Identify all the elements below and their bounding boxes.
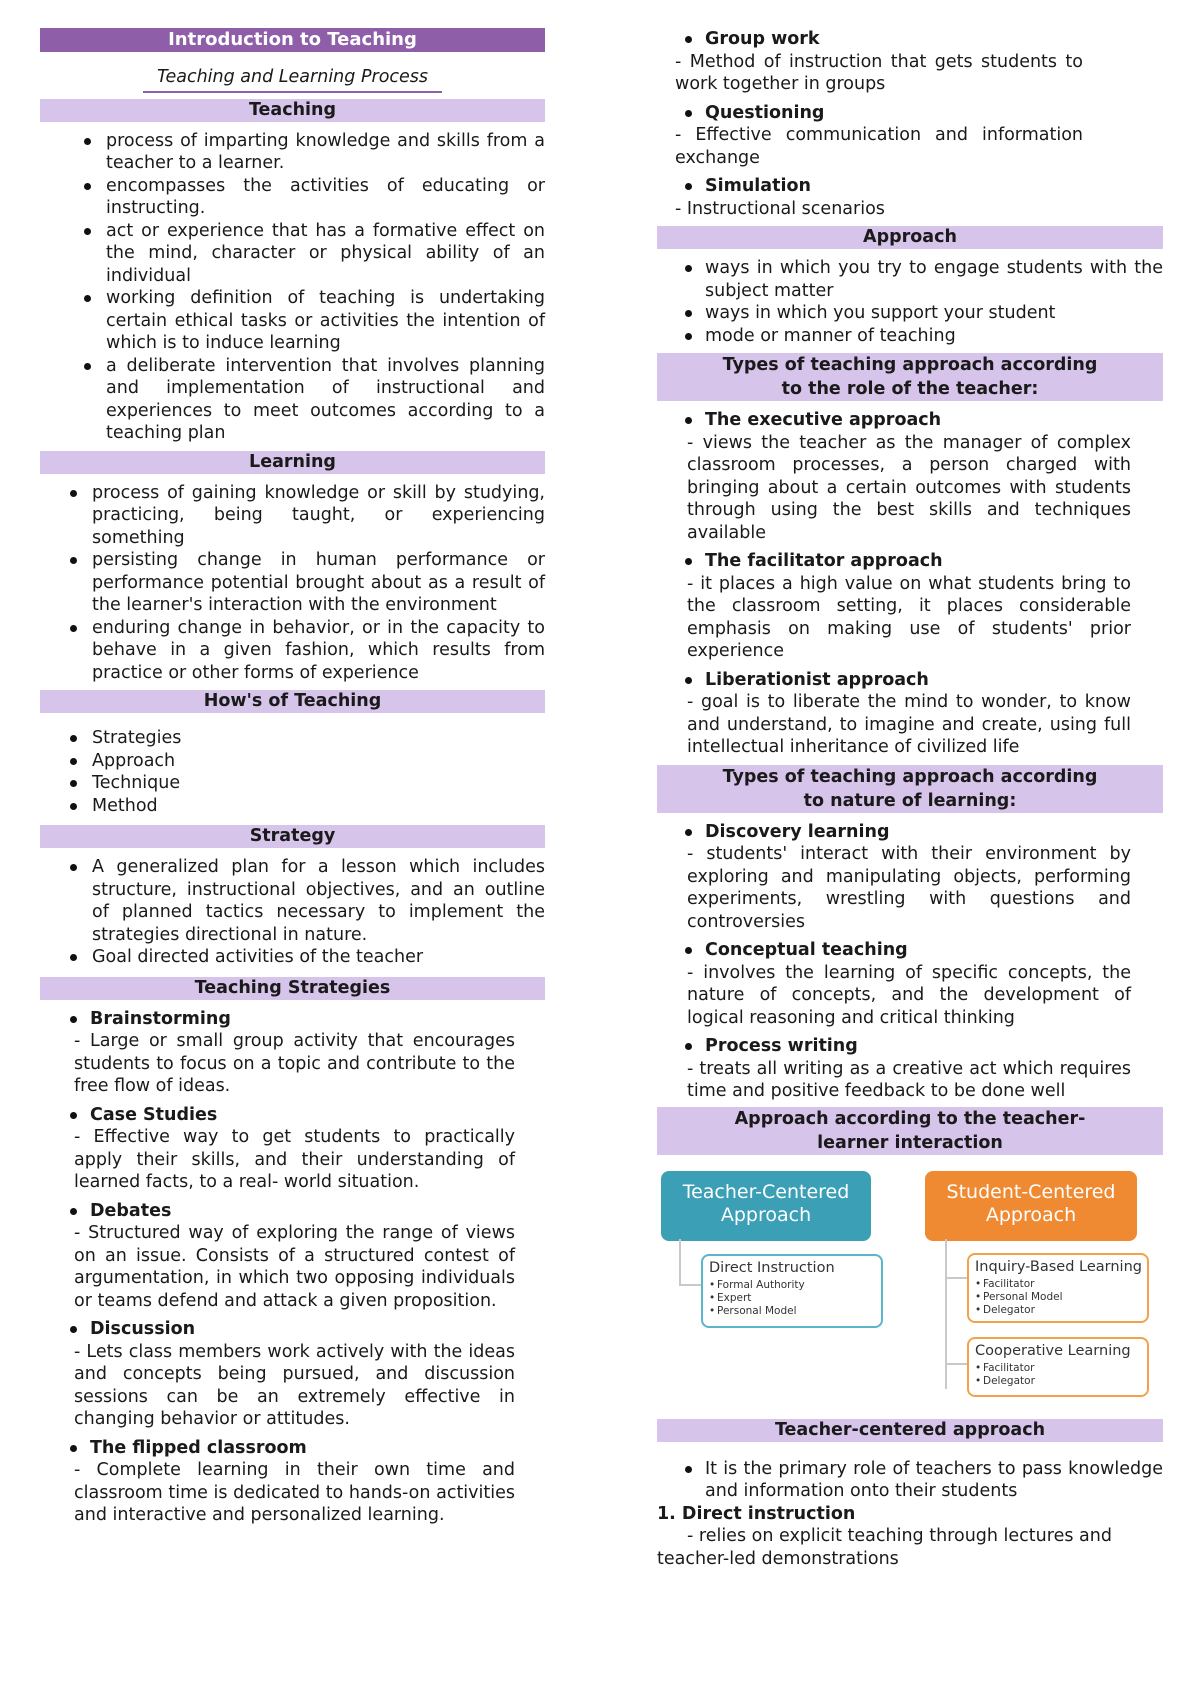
connector-line — [945, 1239, 947, 1389]
list-item: mode or manner of teaching — [657, 325, 1163, 348]
list-item: • Formal Authority — [709, 1279, 881, 1292]
hows-list — [40, 727, 545, 817]
list-item: • Personal Model — [975, 1291, 1147, 1304]
list-item: • Facilitator — [975, 1362, 1147, 1375]
list-item: • Delegator — [975, 1304, 1147, 1317]
strategy-desc: - Method of instruction that gets students to work together in groups — [675, 51, 1083, 94]
strategy-desc: - Effective way to get students to practically apply their skills, and their understanding of learned facts, to a real- world situation. — [74, 1127, 515, 1192]
list-item: process of gaining knowledge or skill by studying, practicing, being taught, or experiencing something — [40, 482, 545, 550]
approach-desc: - it places a high value on what students bring to the classroom setting, it places considerable emphasis on making use of students' prior experience — [687, 573, 1131, 661]
subtitle-text: Teaching and Learning Process — [143, 66, 442, 93]
list-item: Approach — [40, 750, 545, 773]
teacher-centered-list — [657, 1458, 1163, 1503]
strategy-name: The flipped classroom — [40, 1437, 545, 1460]
approach-list — [657, 257, 1163, 347]
strategy-desc: - Lets class members work actively with the ideas and concepts being pursued, and discussion sessions can be an extremely effective in changing behavior or attitudes. — [74, 1341, 515, 1429]
approach-desc: - students' interact with their environment by exploring and manipulating objects, performing experiments, wrestling with questions and controversies — [687, 844, 1131, 932]
section-heading-role: Types of teaching approach according to the role of the teacher: — [657, 353, 1163, 401]
strategy-name: Questioning — [657, 102, 1163, 125]
strategy-desc: - Large or small group activity that encourages students to focus on a topic and contribute to the free flow of ideas. — [74, 1031, 515, 1096]
list-item: A generalized plan for a lesson which includes structure, instructional objectives, and an outline of planned tactics necessary to implement the strategies directional in nature. — [40, 856, 545, 946]
section-heading-interaction: Approach according to the teacher-learner interaction — [657, 1107, 1163, 1155]
box-title: Cooperative Learning — [975, 1342, 1131, 1359]
list-item: process of imparting knowledge and skills from a teacher to a learner. — [40, 130, 545, 175]
list-item: • Expert — [709, 1292, 881, 1305]
box-title: Direct Instruction — [709, 1259, 835, 1276]
teacher-centered-box: Teacher-Centered Approach — [661, 1171, 871, 1241]
list-item: act or experience that has a formative effect on the mind, character or physical ability of an individual — [40, 220, 545, 288]
list-item: Technique — [40, 772, 545, 795]
strategy-name: Group work — [657, 28, 1163, 51]
list-item: • Delegator — [975, 1375, 1147, 1388]
strategy-name: Discussion — [40, 1318, 545, 1341]
right-column — [657, 28, 1163, 1570]
section-heading-teaching-strategies: Teaching Strategies — [40, 977, 545, 1000]
list-item: Goal directed activities of the teacher — [40, 946, 545, 969]
numbered-heading: 1. Direct instruction — [657, 1503, 856, 1524]
section-heading-learning: Learning — [40, 451, 545, 474]
approach-name: Process writing — [657, 1035, 1163, 1058]
list-item: enduring change in behavior, or in the capacity to behave in a given fashion, which results from practice or other forms of experience — [40, 617, 545, 685]
section-heading-teacher-centered: Teacher-centered approach — [657, 1419, 1163, 1442]
approach-name: Conceptual teaching — [657, 939, 1163, 962]
section-heading-nature: Types of teaching approach according to nature of learning: — [657, 765, 1163, 813]
document-title: Introduction to Teaching — [40, 28, 545, 52]
box-title: Inquiry-Based Learning — [975, 1258, 1142, 1275]
teaching-list — [40, 130, 545, 445]
section-heading-teaching: Teaching — [40, 99, 545, 122]
list-item: ways in which you try to engage students with the subject matter — [657, 257, 1163, 302]
section-heading-strategy: Strategy — [40, 825, 545, 848]
connector-line — [679, 1239, 681, 1285]
strategy-name: Simulation — [657, 175, 1163, 198]
list-item: ways in which you support your student — [657, 302, 1163, 325]
strategy-desc: - Effective communication and information exchange — [675, 125, 1083, 168]
learning-list — [40, 482, 545, 685]
approach-desc: - treats all writing as a creative act which requires time and positive feedback to be done well — [687, 1058, 1131, 1101]
section-heading-hows: How's of Teaching — [40, 690, 545, 713]
list-item: working definition of teaching is undertaking certain ethical tasks or activities the intention of which is to induce learning — [40, 287, 545, 355]
cooperative-learning-box — [967, 1337, 1149, 1397]
list-item: encompasses the activities of educating or instructing. — [40, 175, 545, 220]
list-item: a deliberate intervention that involves planning and implementation of instructional and experiences to meet outcomes according to a teaching plan — [40, 355, 545, 445]
strategy-desc: - Complete learning in their own time and classroom time is dedicated to hands-on activities and interactive and personalized learning. — [74, 1460, 515, 1525]
approach-desc: - involves the learning of specific concepts, the nature of concepts, and the development of logical reasoning and critical thinking — [687, 962, 1131, 1028]
list-item: • Facilitator — [975, 1278, 1147, 1291]
strategy-name: Debates — [40, 1200, 545, 1223]
approach-name: The executive approach — [657, 409, 1163, 432]
connector-line — [945, 1277, 967, 1279]
left-column — [40, 28, 545, 1527]
document-subtitle — [40, 66, 545, 93]
strategy-desc: - Structured way of exploring the range of views on an issue. Consists of a structured contest of argumentation, in which two opposing individuals or teams defend and attack a given proposition. — [74, 1223, 515, 1311]
strategy-desc: - Instructional scenarios — [675, 198, 885, 219]
connector-line — [679, 1284, 703, 1286]
strategy-name: Brainstorming — [40, 1008, 545, 1031]
section-heading-approach: Approach — [657, 226, 1163, 249]
approach-desc: - views the teacher as the manager of complex classroom processes, a person charged with bringing about a certain outcomes with students through using the best skills and techniques available — [687, 432, 1131, 543]
approach-name: The facilitator approach — [657, 550, 1163, 573]
list-item: It is the primary role of teachers to pass knowledge and information onto their students — [657, 1458, 1163, 1503]
approach-name: Discovery learning — [657, 821, 1163, 844]
list-item: Method — [40, 795, 545, 818]
list-item: persisting change in human performance or performance potential brought about as a result of the learner's interaction with the environment — [40, 549, 545, 617]
direct-instruction-desc: - relies on explicit teaching through lectures and teacher-led demonstrations — [657, 1526, 1112, 1569]
strategy-name: Case Studies — [40, 1104, 545, 1127]
direct-instruction-box — [701, 1254, 883, 1328]
list-item: Strategies — [40, 727, 545, 750]
approach-name: Liberationist approach — [657, 669, 1163, 692]
list-item: • Personal Model — [709, 1305, 881, 1318]
approach-diagram — [657, 1169, 1163, 1409]
connector-line — [945, 1363, 967, 1365]
strategy-list — [40, 856, 545, 969]
student-centered-box: Student-Centered Approach — [925, 1171, 1137, 1241]
inquiry-learning-box — [967, 1253, 1149, 1323]
approach-desc: - goal is to liberate the mind to wonder, to know and understand, to imagine and create, using full intellectual inheritance of civilized life — [687, 692, 1131, 757]
